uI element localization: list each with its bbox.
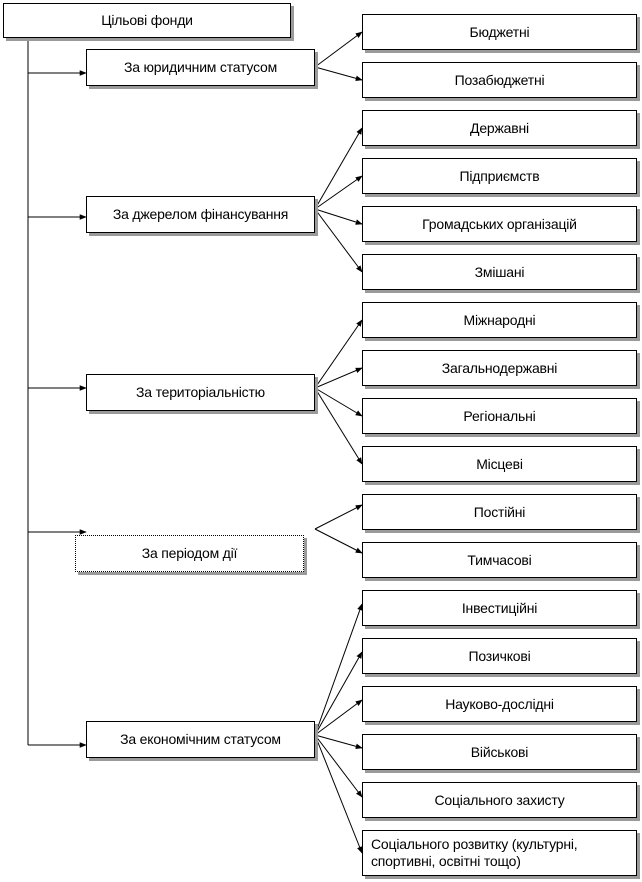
leaf-label: Загальнодержавні bbox=[441, 359, 558, 376]
leaf-label: Державні bbox=[470, 119, 529, 136]
leaf-box bbox=[362, 830, 637, 876]
fan-arrow bbox=[315, 652, 362, 735]
leaf-label: Постійні bbox=[473, 503, 526, 520]
fan-arrow bbox=[315, 388, 362, 464]
leaf-box bbox=[362, 398, 637, 434]
leaf-box bbox=[362, 686, 637, 722]
fan-arrow bbox=[315, 735, 362, 797]
leaf-label: Громадських організацій bbox=[422, 215, 577, 232]
leaf-box bbox=[362, 158, 637, 194]
leaf-label: Позичкові bbox=[468, 647, 531, 664]
fan-arrow bbox=[315, 209, 362, 272]
fan-arrow bbox=[315, 32, 362, 67]
leaf-label: Міжнародні bbox=[463, 311, 536, 328]
leaf-label: Підприємств bbox=[459, 167, 540, 184]
leaf-box bbox=[362, 638, 637, 674]
fan-arrow bbox=[315, 209, 362, 224]
leaf-label: Регіональні bbox=[463, 407, 536, 424]
leaf-box bbox=[362, 734, 637, 770]
leaf-box bbox=[362, 206, 637, 242]
leaf-box bbox=[362, 590, 637, 626]
category-period bbox=[75, 535, 304, 572]
leaf-box bbox=[362, 542, 637, 578]
leaf-box bbox=[362, 782, 637, 818]
leaf-label: Тимчасові bbox=[467, 551, 532, 568]
leaf-label: Військові bbox=[470, 743, 529, 760]
category-territoriality bbox=[86, 374, 315, 411]
category-label: За економічним статусом bbox=[120, 731, 281, 747]
category-economic-status bbox=[86, 721, 315, 758]
category-label: За джерелом фінансування bbox=[112, 206, 289, 222]
leaf-label: Соціального розвитку (культурні, спортивні, освітні тощо) bbox=[371, 836, 578, 869]
leaf-box bbox=[362, 62, 637, 98]
leaf-label: Місцеві bbox=[476, 455, 523, 472]
root-node bbox=[3, 3, 291, 38]
leaf-box bbox=[362, 446, 637, 482]
category-label: За юридичним статусом bbox=[123, 59, 278, 75]
leaf-box bbox=[362, 350, 637, 386]
category-funding-source bbox=[86, 196, 315, 233]
fan-arrow bbox=[315, 67, 362, 80]
category-legal-status bbox=[86, 49, 315, 86]
leaf-box bbox=[362, 14, 637, 50]
fan-arrow bbox=[315, 505, 362, 529]
leaf-box bbox=[362, 110, 637, 146]
fan-arrow bbox=[315, 128, 362, 209]
fan-arrow bbox=[315, 735, 362, 748]
leaf-box bbox=[362, 494, 637, 530]
fan-arrow bbox=[315, 700, 362, 735]
root-label: Цільові фонди bbox=[101, 12, 193, 28]
leaf-label: Бюджетні bbox=[469, 23, 530, 40]
leaf-label: Позабюджетні bbox=[454, 71, 545, 88]
fan-arrow bbox=[315, 735, 362, 853]
category-label: За періодом дії bbox=[141, 545, 238, 561]
fan-arrow bbox=[315, 529, 362, 553]
fan-arrow bbox=[315, 176, 362, 209]
category-label: За територіальністю bbox=[136, 384, 265, 400]
fan-arrow bbox=[315, 388, 362, 416]
leaf-label: Інвестиційні bbox=[461, 599, 538, 616]
leaf-box bbox=[362, 302, 637, 338]
leaf-box bbox=[362, 254, 637, 290]
leaf-label: Змішані bbox=[474, 263, 525, 280]
fan-arrow bbox=[315, 604, 362, 735]
leaf-label: Соціального захисту bbox=[434, 791, 565, 808]
leaf-label: Науково-дослідні bbox=[445, 695, 554, 712]
